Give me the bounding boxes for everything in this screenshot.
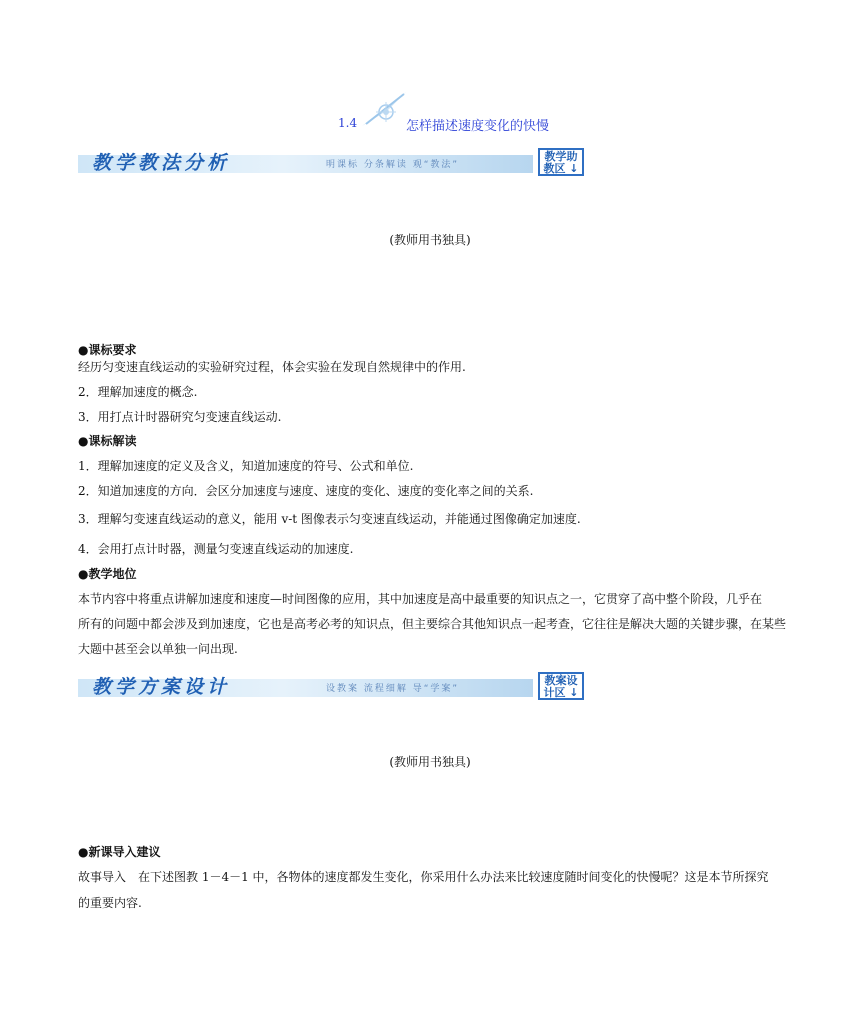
list-item: 2．理解加速度的概念. bbox=[78, 385, 198, 399]
badge-line-2: 教区 ↓ bbox=[543, 162, 579, 175]
paragraph-line: 本节内容中将重点讲解加速度和速度—时间图像的应用，其中加速度是高中最重要的知识点之一，它贯穿了高中整个阶段，几乎在 bbox=[78, 592, 763, 606]
teacher-note: (教师用书独具) bbox=[389, 755, 471, 769]
list-item: 4．会用打点计时器，测量匀变速直线运动的加速度. bbox=[78, 542, 354, 556]
banner-title: 教学教法分析 bbox=[92, 152, 231, 174]
banner-subtitle: 明课标 分条解读 观“教法” bbox=[326, 160, 460, 170]
list-item: 3．理解匀变速直线运动的意义，能用 v-t 图像表示匀变速直线运动，并能通过图像确定加速度. bbox=[78, 512, 581, 526]
list-item: 经历匀变速直线运动的实验研究过程，体会实验在发现自然规律中的作用. bbox=[78, 360, 466, 374]
banner-badge bbox=[538, 148, 584, 176]
target-logo-icon bbox=[358, 88, 410, 128]
paragraph-line: 所有的问题中都会涉及到加速度，它也是高考必考的知识点，但主要综合其他知识点一起考查，它往往是解决大题的关键步骤，在某些 bbox=[78, 617, 787, 631]
section-heading: ●新课导入建议 bbox=[78, 845, 161, 859]
list-item: 3．用打点计时器研究匀变速直线运动. bbox=[78, 410, 282, 424]
banner-teaching-analysis bbox=[78, 148, 588, 178]
paragraph-line: 大题中甚至会以单独一问出现. bbox=[78, 642, 238, 656]
teacher-note: (教师用书独具) bbox=[389, 233, 471, 247]
badge-line-2: 计区 ↓ bbox=[543, 686, 579, 699]
banner-subtitle: 设教案 流程细解 导“学案” bbox=[326, 684, 460, 694]
banner-plan-design bbox=[78, 672, 588, 702]
paragraph-line: 的重要内容. bbox=[78, 896, 142, 910]
badge-line-1: 教学助 bbox=[544, 150, 578, 163]
section-title-row bbox=[0, 112, 860, 136]
section-heading: ●课标解读 bbox=[78, 434, 137, 448]
section-heading: ●课标要求 bbox=[78, 343, 137, 357]
list-item: 2．知道加速度的方向．会区分加速度与速度、速度的变化、速度的变化率之间的关系. bbox=[78, 484, 534, 498]
badge-line-1: 教案设 bbox=[544, 674, 578, 687]
banner-badge bbox=[538, 672, 584, 700]
banner-title: 教学方案设计 bbox=[92, 676, 231, 698]
section-number: 1.4 bbox=[338, 116, 358, 130]
list-item: 1．理解加速度的定义及含义，知道加速度的符号、公式和单位. bbox=[78, 459, 414, 473]
paragraph-line: 故事导入 在下述图教 1－4－1 中，各物体的速度都发生变化，你采用什么办法来比较速度随时间变化的快慢呢？这是本节所探究 bbox=[78, 870, 769, 884]
section-heading: ●教学地位 bbox=[78, 567, 137, 581]
section-title: 怎样描述速度变化的快慢 bbox=[406, 119, 550, 134]
